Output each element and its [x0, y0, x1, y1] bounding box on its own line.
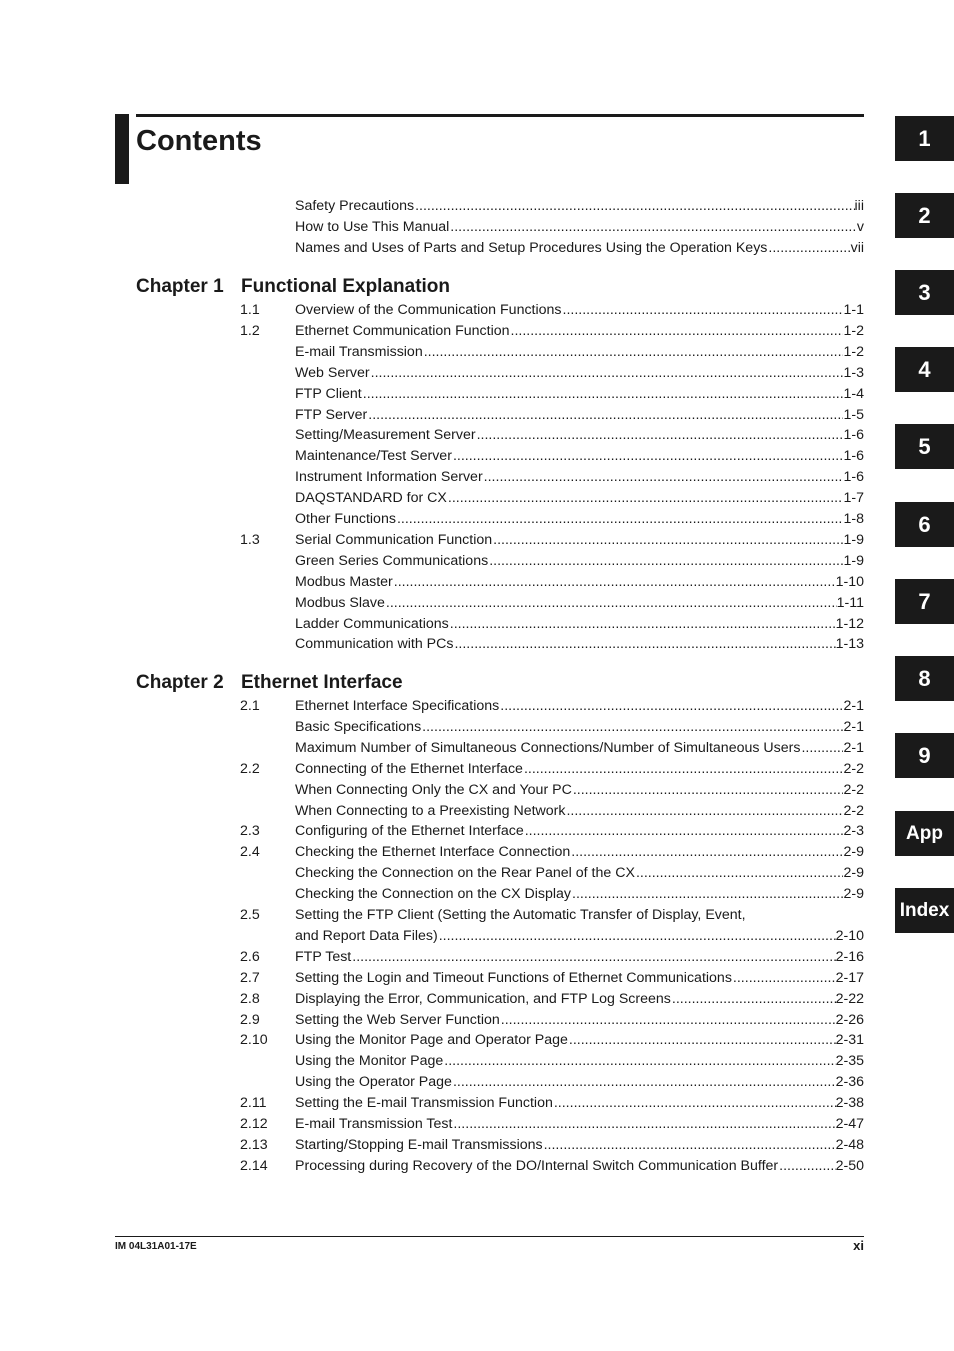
toc-entry[interactable] — [0, 488, 954, 509]
entry-title: Using the Monitor Page and Operator Page — [295, 1032, 568, 1049]
dot-leader — [524, 821, 844, 842]
dot-leader — [476, 425, 844, 446]
entry-title: When Connecting to a Preexisting Network — [295, 802, 566, 819]
entry-title: Maintenance/Test Server — [295, 448, 452, 465]
entry-page-number: 2-1 — [843, 698, 864, 714]
toc-entry[interactable] — [0, 593, 954, 614]
entry-title: FTP Client — [295, 385, 362, 402]
entry-title: Other Functions — [295, 511, 396, 527]
toc-entry[interactable] — [0, 217, 954, 238]
entry-title: Names and Uses of Parts and Setup Procedures Using the Operation Keys — [295, 239, 768, 256]
section-number: 2.5 — [240, 907, 260, 923]
entry-page-number: 2-2 — [843, 802, 864, 819]
entry-page-number: 2-9 — [843, 865, 864, 882]
section-number: 2.4 — [240, 844, 260, 861]
dot-leader — [351, 947, 835, 968]
dot-leader — [572, 780, 844, 801]
entry-title: Setting the FTP Client (Setting the Automatic Transfer of Display, Event, — [295, 907, 746, 923]
entry-title: Setting the Login and Timeout Functions of Ethernet Communications — [295, 969, 732, 986]
entry-page-number: v — [856, 218, 864, 235]
index-tab-3[interactable]: 3 — [895, 270, 954, 315]
dot-leader — [671, 989, 836, 1010]
entry-title: When Connecting Only the CX and Your PC — [295, 781, 572, 798]
entry-title: and Report Data Files) — [295, 927, 438, 944]
entry-title: Maximum Number of Simultaneous Connections/Number of Simultaneous Users — [295, 739, 801, 756]
section-number: 1.3 — [240, 531, 260, 548]
index-tab-8[interactable]: 8 — [895, 656, 954, 701]
section-number: 2.12 — [240, 1116, 268, 1132]
toc-entry[interactable] — [0, 1010, 954, 1031]
dot-leader — [571, 884, 843, 905]
entry-page-number: 1-10 — [835, 573, 864, 590]
entry-page-number: 1-2 — [843, 343, 864, 360]
entry-page-number: 1-7 — [843, 490, 864, 507]
entry-title: Basic Specifications — [295, 718, 422, 735]
entry-page-number: 2-10 — [835, 927, 864, 944]
entry-page-number: 2-2 — [843, 781, 864, 798]
toc-entry[interactable] — [0, 363, 954, 384]
dot-leader — [452, 446, 844, 467]
entry-page-number: 1-8 — [843, 511, 864, 527]
dot-leader — [449, 614, 836, 635]
toc-entry[interactable] — [0, 801, 954, 822]
entry-title: Starting/Stopping E-mail Transmissions — [295, 1136, 543, 1153]
index-tab-6[interactable]: 6 — [895, 502, 954, 547]
entry-page-number: 2-9 — [843, 886, 864, 903]
entry-title: Configuring of the Ethernet Interface — [295, 823, 524, 840]
dot-leader — [553, 1093, 836, 1114]
dot-leader — [543, 1135, 836, 1156]
toc-entry[interactable] — [0, 634, 954, 655]
entry-title: Safety Precautions — [295, 198, 415, 214]
entry-page-number: 1-2 — [843, 322, 864, 339]
index-tab-7[interactable]: 7 — [895, 579, 954, 624]
toc-entry[interactable] — [0, 196, 954, 217]
index-tab-1[interactable]: 1 — [895, 116, 954, 161]
dot-leader — [362, 384, 844, 405]
index-tab-9[interactable]: 9 — [895, 733, 954, 778]
entry-page-number: 2-3 — [843, 823, 864, 840]
dot-leader — [393, 572, 836, 593]
section-number: 2.11 — [240, 1095, 267, 1112]
entry-title: How to Use This Manual — [295, 218, 450, 235]
toc-entry[interactable] — [0, 425, 954, 446]
toc-entry[interactable] — [0, 738, 954, 759]
section-number: 1.1 — [240, 302, 260, 318]
entry-title: Green Series Communications — [295, 552, 489, 569]
section-number: 2.10 — [240, 1032, 268, 1049]
entry-title: Displaying the Error, Communication, and FTP Log Screens — [295, 990, 671, 1007]
page-number: xi — [853, 1238, 864, 1253]
dot-leader — [562, 300, 844, 321]
entry-title: E-mail Transmission — [295, 343, 423, 360]
dot-leader — [565, 801, 843, 822]
entry-title: Checking the Connection on the Rear Panel of the CX — [295, 865, 635, 882]
dot-leader — [523, 759, 844, 780]
entry-page-number: iii — [854, 198, 864, 214]
dot-leader — [443, 1051, 835, 1072]
section-number: 2.14 — [240, 1157, 268, 1174]
index-tab-index[interactable]: Index — [895, 888, 954, 933]
entry-title: Using the Operator Page — [295, 1074, 452, 1091]
section-number: 2.9 — [240, 1011, 260, 1028]
entry-page-number: 2-50 — [835, 1157, 864, 1174]
toc-entry[interactable] — [0, 1093, 954, 1114]
chapter-label: Chapter 2 — [136, 672, 224, 693]
dot-leader — [370, 363, 844, 384]
entry-title: Communication with PCs — [295, 636, 454, 653]
page-title: Contents — [136, 125, 262, 157]
dot-leader — [452, 1114, 835, 1135]
dot-leader — [421, 717, 843, 738]
footer-rule — [115, 1236, 864, 1237]
toc-entry[interactable] — [0, 926, 954, 947]
entry-title: Setting the Web Server Function — [295, 1011, 500, 1028]
entry-page-number: 1-1 — [843, 302, 864, 318]
entry-title: Modbus Slave — [295, 594, 385, 611]
toc-entry[interactable] — [0, 989, 954, 1010]
section-number: 2.13 — [240, 1136, 268, 1153]
toc-entry[interactable] — [0, 572, 954, 593]
index-tab-2[interactable]: 2 — [895, 193, 954, 238]
toc-entry[interactable] — [0, 551, 954, 572]
toc-entry[interactable] — [0, 884, 954, 905]
toc-entry[interactable] — [0, 614, 954, 635]
toc-entry[interactable] — [0, 321, 954, 342]
toc-entry[interactable] — [0, 759, 954, 780]
entry-page-number: 2-17 — [835, 969, 864, 986]
entry-page-number: 1-12 — [835, 615, 864, 632]
toc-entry[interactable] — [0, 467, 954, 488]
document-id: IM 04L31A01-17E — [115, 1241, 197, 1252]
toc-entry[interactable] — [0, 780, 954, 801]
entry-page-number: 1-6 — [843, 427, 864, 444]
entry-title: Checking the Ethernet Interface Connection — [295, 844, 571, 861]
entry-page-number: 2-35 — [835, 1053, 864, 1070]
dot-leader — [423, 342, 844, 363]
entry-page-number: vii — [850, 239, 864, 256]
dot-leader — [483, 467, 844, 488]
entry-title: DAQSTANDARD for CX — [295, 490, 447, 507]
entry-page-number: 2-2 — [843, 760, 864, 777]
entry-title: Ethernet Interface Specifications — [295, 698, 500, 714]
title-accent-bar — [115, 114, 129, 184]
dot-leader — [499, 696, 843, 717]
dot-leader — [778, 1156, 835, 1177]
dot-leader — [510, 321, 844, 342]
toc-entry[interactable] — [0, 300, 954, 321]
entry-title: Processing during Recovery of the DO/Internal Switch Communication Buffer — [295, 1157, 779, 1174]
entry-page-number: 2-22 — [835, 990, 864, 1007]
entry-title: Modbus Master — [295, 573, 393, 590]
toc-entry[interactable] — [0, 1114, 954, 1135]
dot-leader — [568, 1030, 836, 1051]
dot-leader — [452, 1072, 836, 1093]
toc-entry[interactable] — [0, 696, 954, 717]
toc-entry[interactable] — [0, 384, 954, 405]
toc-entry[interactable] — [0, 905, 954, 926]
entry-page-number: 2-31 — [835, 1032, 864, 1049]
toc-entry[interactable] — [0, 446, 954, 467]
toc-entry[interactable] — [0, 717, 954, 738]
entry-title: Checking the Connection on the CX Display — [295, 886, 572, 903]
entry-title: Using the Monitor Page — [295, 1053, 444, 1070]
entry-page-number: 1-6 — [843, 469, 864, 486]
section-number: 2.7 — [240, 969, 260, 986]
entry-page-number: 2-9 — [843, 844, 864, 861]
dot-leader — [500, 1010, 836, 1031]
toc-entry[interactable] — [0, 947, 954, 968]
section-number: 2.2 — [240, 760, 260, 777]
dot-leader — [396, 509, 844, 530]
dot-leader — [767, 238, 850, 259]
entry-page-number: 1-6 — [843, 448, 864, 465]
entry-title: Web Server — [295, 364, 370, 381]
entry-title: Setting/Measurement Server — [295, 427, 476, 444]
dot-leader — [800, 738, 843, 759]
toc-entry[interactable] — [0, 1135, 954, 1156]
index-tab-app[interactable]: App — [895, 811, 954, 856]
entry-page-number: 2-26 — [835, 1011, 864, 1028]
section-number: 2.6 — [240, 948, 260, 965]
toc-entry[interactable] — [0, 968, 954, 989]
dot-leader — [367, 405, 843, 426]
toc-entry[interactable] — [0, 1030, 954, 1051]
entry-page-number: 1-13 — [835, 636, 864, 653]
entry-page-number: 1-5 — [843, 406, 864, 423]
dot-leader — [492, 530, 843, 551]
entry-page-number: 1-4 — [843, 385, 864, 402]
entry-page-number: 1-11 — [836, 594, 864, 611]
index-tab-4[interactable]: 4 — [895, 347, 954, 392]
toc-entry[interactable] — [0, 342, 954, 363]
entry-page-number: 2-48 — [835, 1136, 864, 1153]
dot-leader — [385, 593, 837, 614]
dot-leader — [488, 551, 843, 572]
entry-page-number: 2-16 — [835, 948, 864, 965]
entry-title: Instrument Information Server — [295, 469, 483, 486]
entry-title: Overview of the Communication Functions — [295, 302, 562, 318]
entry-page-number: 1-3 — [843, 364, 864, 381]
toc-entry[interactable] — [0, 1156, 954, 1177]
dot-leader — [635, 863, 844, 884]
entry-page-number: 2-36 — [835, 1074, 864, 1091]
entry-title: Connecting of the Ethernet Interface — [295, 760, 523, 777]
entry-title: Serial Communication Function — [295, 531, 493, 548]
index-tab-5[interactable]: 5 — [895, 424, 954, 469]
toc-entry[interactable] — [0, 842, 954, 863]
toc-entry[interactable] — [0, 1051, 954, 1072]
toc-entry[interactable] — [0, 1072, 954, 1093]
dot-leader — [414, 196, 854, 217]
section-number: 2.8 — [240, 990, 260, 1007]
dot-leader — [732, 968, 836, 989]
entry-page-number: 2-47 — [835, 1116, 864, 1132]
section-number: 2.3 — [240, 823, 260, 840]
dot-leader — [438, 926, 836, 947]
toc-entry[interactable] — [0, 509, 954, 530]
dot-leader — [453, 634, 835, 655]
chapter-title: Functional Explanation — [241, 276, 451, 297]
entry-title: FTP Server — [295, 406, 368, 423]
dot-leader — [449, 217, 857, 238]
entry-page-number: 2-1 — [843, 739, 864, 756]
entry-title: Ethernet Communication Function — [295, 322, 510, 339]
entry-page-number: 2-1 — [843, 718, 864, 735]
toc-entry[interactable] — [0, 405, 954, 426]
chapter-title: Ethernet Interface — [241, 672, 403, 693]
entry-page-number: 1-9 — [843, 531, 864, 548]
entry-title: Ladder Communications — [295, 615, 449, 632]
entry-title: FTP Test — [295, 948, 352, 965]
toc-entry[interactable] — [0, 863, 954, 884]
toc-entry[interactable] — [0, 530, 954, 551]
section-number: 2.1 — [240, 698, 260, 714]
section-number: 1.2 — [240, 322, 260, 339]
entry-title: Setting the E-mail Transmission Function — [295, 1095, 553, 1112]
entry-page-number: 1-9 — [843, 552, 864, 569]
dot-leader — [447, 488, 844, 509]
entry-page-number: 2-38 — [835, 1095, 864, 1112]
toc-entry[interactable] — [0, 238, 954, 259]
dot-leader — [570, 842, 843, 863]
toc-entry[interactable] — [0, 821, 954, 842]
chapter-label: Chapter 1 — [136, 276, 224, 297]
entry-title: E-mail Transmission Test — [295, 1116, 453, 1132]
top-rule — [136, 114, 864, 117]
